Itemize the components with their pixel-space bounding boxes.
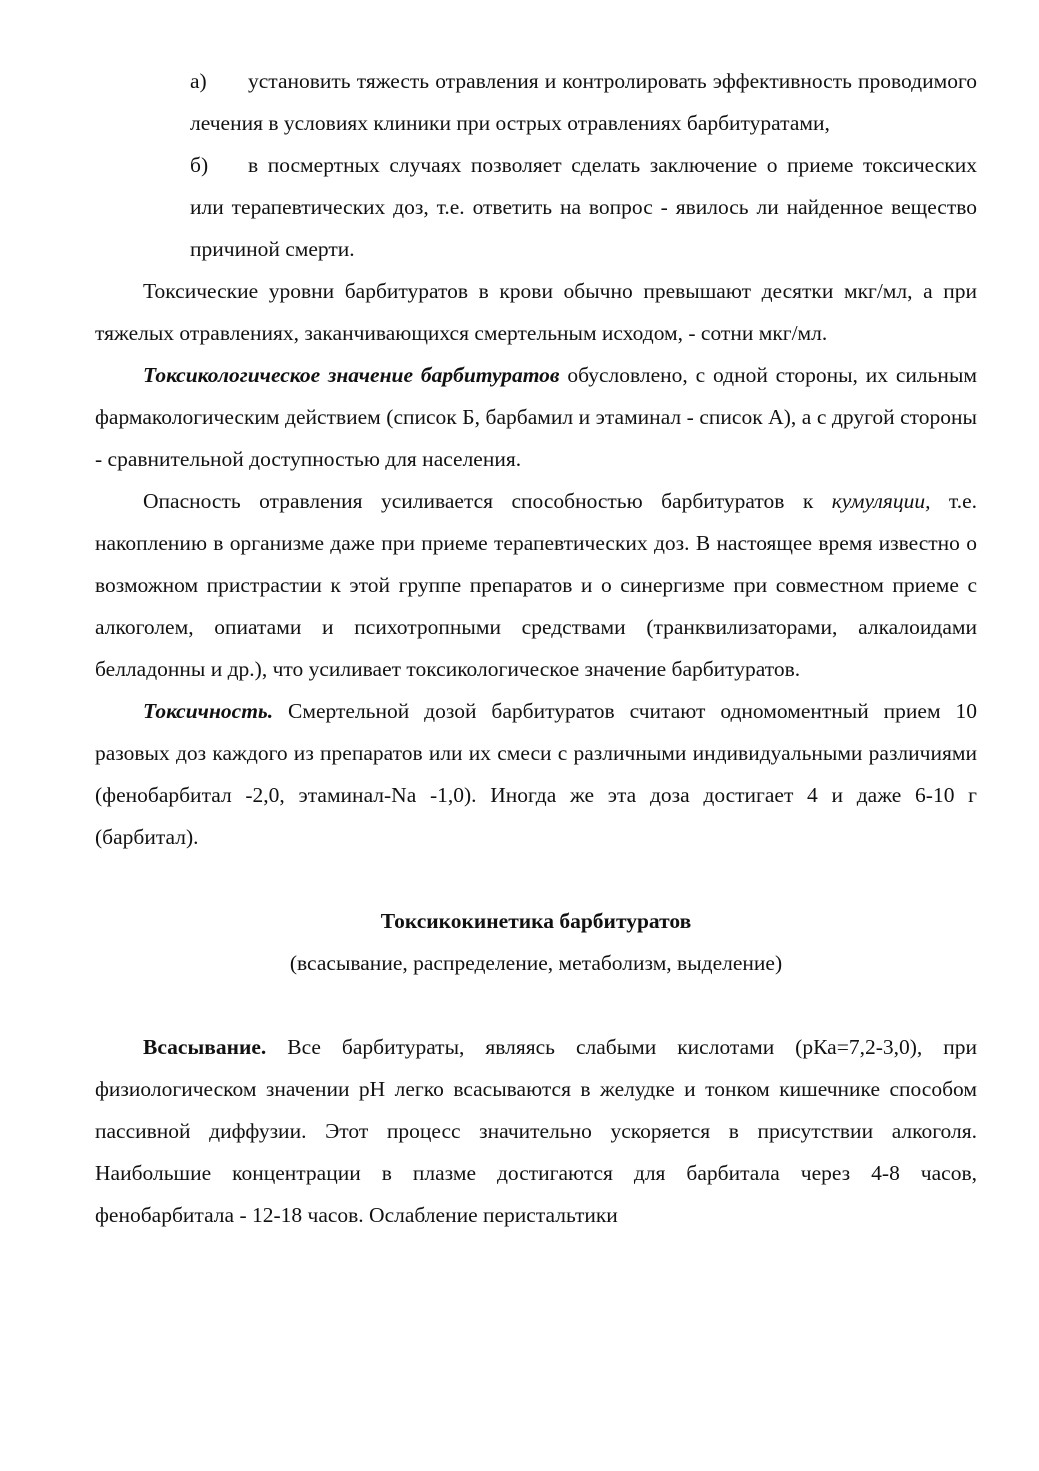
- paragraph-absorption: [95, 1026, 977, 1236]
- list-item-text: в посмертных случаях позволяет сделать заключение о приеме токсических или терапевтических доз, т.е. ответить на вопрос - явилось ли найденное вещество причиной смерти.: [190, 153, 977, 261]
- paragraph-toxicity: [95, 690, 977, 858]
- list-marker: б): [190, 153, 209, 177]
- paragraph-toxicological-significance: [95, 354, 977, 480]
- paragraph-lead: Токсикологическое значение барбитуратов: [143, 363, 560, 387]
- list-marker: а): [190, 69, 207, 93]
- paragraph-lead: Токсичность.: [143, 699, 274, 723]
- paragraph-text: Смертельной дозой барбитуратов считают одномоментный прием 10 разовых доз каждого из препаратов или их смеси с различными индивидуальными различиями (фенобарбитал -2,0, этаминал-Na -1,0). Иногда же эта доза достигает 4 и даже 6-10 г (барбитал).: [95, 699, 977, 849]
- list-item-a: [190, 60, 977, 144]
- list-item-text: установить тяжесть отравления и контролировать эффективность проводимого лечения в условиях клиники при острых отравлениях барбитуратами,: [190, 69, 977, 135]
- paragraph-text-end: т.е. накоплению в организме даже при приеме терапевтических доз. В настоящее время известно о возможном пристрастии к этой группе препаратов и о синергизме при совместном приеме с алкоголем, опиатами и психотропными средствами (транквилизаторами, алкалоидами белладонны и др.), что усиливает токсикологическое значение барбитуратов.: [95, 489, 977, 681]
- purpose-list: [190, 60, 977, 270]
- spacer: [95, 858, 977, 900]
- emphasis-term: кумуляции,: [831, 489, 931, 513]
- paragraph-cumulation: [95, 480, 977, 690]
- paragraph-text: Все барбитураты, являясь слабыми кислотами (рКа=7,2-3,0), при физиологическом значении рН легко всасываются в желудке и тонком кишечнике способом пассивной диффузии. Этот процесс значительно ускоряется в присутствии алкоголя. Наибольшие концентрации в плазме достигаются для барбитала через 4-8 часов, фенобарбитала - 12-18 часов. Ослабление перистальтики: [95, 1035, 977, 1227]
- section-title: Токсикокинетика барбитуратов: [380, 909, 692, 933]
- paragraph-lead: Всасывание.: [143, 1035, 267, 1059]
- list-item-b: [190, 144, 977, 270]
- paragraph-text-start: Опасность отравления усиливается способностью барбитуратов к: [143, 489, 832, 513]
- paragraph-toxic-levels: Токсические уровни барбитуратов в крови обычно превышают десятки мкг/мл, а при тяжелых отравлениях, заканчивающихся смертельным исходом, - сотни мкг/мл.: [95, 279, 977, 345]
- page-content: [95, 60, 977, 1236]
- section-subtitle: (всасывание, распределение, метаболизм, выделение): [289, 951, 783, 975]
- paragraph-text: обусловлено, с одной стороны, их сильным фармакологическим действием (список Б, барбамил и этаминал - список А), а с другой стороны - сравнительной доступностью для населения.: [95, 363, 977, 471]
- spacer: [95, 984, 977, 1026]
